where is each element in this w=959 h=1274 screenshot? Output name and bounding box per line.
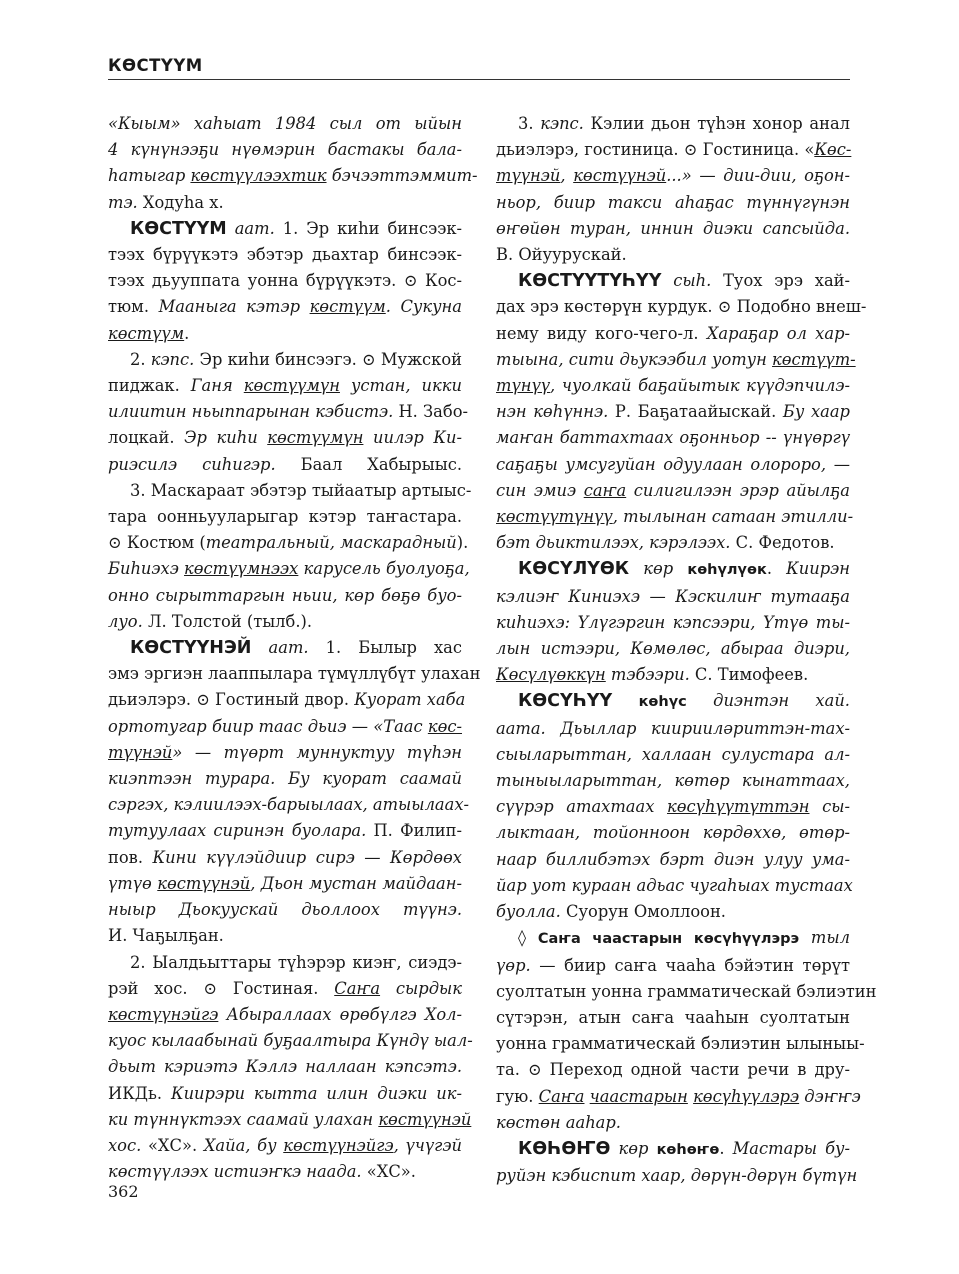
text-line [496, 504, 854, 530]
text-run: Баал Хабырыыс. [275, 454, 463, 474]
text-run: өҥөйөн туран, иннин диэки сапсыйда. [496, 218, 850, 238]
text-run: сы- [809, 797, 850, 817]
text-run: устан, икки [339, 376, 462, 396]
text-run: дьыт кэриэтэ Кэллэ наллаан кэпсэтэ. [108, 1057, 462, 1077]
text-run: Ходуһа х. [137, 192, 224, 212]
text-line [496, 190, 850, 216]
text-run: саҕаҕы умсугуйан одуулаан олороро, — [496, 454, 850, 474]
text-line [496, 1110, 850, 1136]
text-line [108, 792, 470, 818]
text-line [496, 953, 850, 979]
text-run: сыыларыттан, халлаан сулустара ал- [496, 744, 850, 764]
underlined-word: көс- [427, 716, 462, 736]
text-run: С. Федотов. [730, 533, 835, 553]
text-run: П. Филип- [366, 821, 462, 841]
text-run: тээх дьууппата уонна бүрүүкэтэ. ⊙ Кос- [108, 271, 462, 291]
text-run: көһүс [638, 694, 687, 711]
text-line [108, 504, 462, 530]
text-run: С. Тимофеев. [689, 665, 809, 685]
underlined-word: Саҥа [334, 978, 381, 998]
text-line [108, 635, 462, 661]
text-run: тыына, сити дьукээбил уотун [496, 349, 773, 369]
text-line [108, 111, 462, 137]
text-line [108, 1081, 462, 1107]
text-run: Ганя [190, 376, 244, 396]
underlined-word: көстүүнэй [573, 166, 667, 186]
text-line [108, 845, 462, 871]
text-line [496, 111, 850, 137]
text-line [108, 216, 462, 242]
underlined-word: Көс- [814, 140, 852, 160]
text-run: ньор, биир такси аһаҕас түннүгүнэн [496, 192, 850, 212]
text-run: лыктаан, тойонноон көрдөххө, өтөр- [496, 823, 850, 843]
text-run: ...» — дии-дии, оҕон- [666, 166, 850, 186]
text-line [108, 294, 462, 320]
text-run: Киирэн [786, 559, 850, 579]
text-run: көһүлүөк [687, 562, 767, 579]
text-line [108, 740, 462, 766]
text-run: бэт дьиктилээх, кэрэлээх. [496, 533, 731, 553]
text-line [108, 347, 462, 373]
text-run: » — түөрт муннуктуу түһэн [172, 742, 462, 762]
text-run: Суорун Омоллоон. [560, 902, 726, 922]
text-line [108, 609, 462, 635]
text-line [496, 716, 850, 742]
text-line [496, 556, 850, 583]
underlined-word: көстүүм [108, 323, 185, 343]
underlined-word: түнүү [496, 376, 551, 396]
text-run: бэчээттэммит- [326, 166, 478, 186]
text-run: , Дьон мустан майдаан- [250, 873, 462, 893]
text-run: аата. Дьыллар киирииләриттэн-тах- [496, 718, 850, 738]
headword: КӨҺӨҤӨ [518, 1138, 611, 1159]
text-run: Р. Баҕатаайыскай. [608, 402, 783, 422]
text-line [496, 425, 850, 451]
text-run: көстүүлээх истиэҥкэ наада. [108, 1162, 362, 1182]
text-line [496, 1136, 850, 1163]
underlined-word: көстүүтүнүү [496, 507, 613, 527]
text-run: суолтатын уонна грамматическай бэлиэтин [496, 981, 877, 1001]
text-run: наар биллибэтэх бэрт диэн улуу ума- [496, 849, 850, 869]
text-run: тюм. [108, 297, 159, 317]
underlined-word: көстүүмүн [267, 428, 364, 448]
text-line [108, 399, 468, 425]
text-run: куос кылаабынай буҕаалтыра Күндү ыал- [108, 1031, 473, 1051]
text-run: ИКДь. [108, 1083, 171, 1103]
text-line [108, 687, 466, 713]
text-run: эмэ эргиэн лааппылара түмүллүбүт улахан [108, 664, 481, 684]
text-run: маҥан баттахтаах оҕонньор -- үнүөргү [496, 428, 850, 448]
text-line [496, 636, 850, 662]
text-line [496, 899, 850, 925]
text-run: диэнтэн хай. [686, 691, 850, 711]
text-run: 2. Ыалдьыттары түһэрэр киэҥ, сиэдэ- [130, 952, 462, 972]
text-line [108, 373, 462, 399]
text-line [496, 268, 850, 294]
text-run: «Кыым» хаһыат 1984 сыл от ыйын [108, 114, 462, 133]
text-run: 1. Былыр хас [308, 638, 462, 658]
text-line [108, 556, 470, 582]
text-run: 4 күнүнээҕи нүөмэрин бастакы бала- [108, 140, 462, 160]
text-run: дьиэлэрэ. ⊙ Гостиный двор. [108, 690, 355, 710]
text-run: Туох эрэ хай- [711, 271, 851, 291]
text-run: — биир саҥа чааһа бэйэтин төрүт [530, 955, 850, 975]
text-run: ◊ [518, 928, 538, 948]
text-run: кэпс. [150, 349, 195, 369]
text-line [108, 190, 462, 216]
text-run: киһиэхэ: Үлүгэргин кэпсээри, Үтүө ты- [496, 612, 850, 632]
text-run: лоцкай. [108, 428, 185, 448]
text-run: Саҥа чаастарын көсүһүүлэрэ [537, 931, 800, 948]
page-number: 362 [108, 1182, 139, 1201]
text-line [496, 1057, 850, 1083]
text-run: пиджак. [108, 376, 191, 396]
text-line [496, 925, 850, 952]
text-line [496, 847, 850, 873]
text-run: ⊙ Костюм ( [108, 533, 206, 553]
headword: КӨСТҮҮНЭЙ [130, 638, 252, 659]
text-run: көр [610, 1138, 657, 1158]
text-run: Бу хаар [782, 402, 850, 422]
text-line [496, 794, 850, 820]
text-run: . [766, 559, 787, 579]
underlined-word: көсүһүүлэрэ [693, 1086, 800, 1106]
text-line [496, 662, 850, 688]
text-line [108, 1002, 462, 1028]
running-head-title: КӨСТҮҮМ [108, 56, 203, 75]
text-run: көр [629, 559, 688, 579]
text-line [108, 137, 462, 163]
underlined-word: түүнэй [496, 166, 561, 186]
text-run: 3. [518, 114, 541, 133]
text-line [496, 1084, 861, 1110]
text-line [496, 584, 850, 610]
text-run: нему виду кого-чего-л. [496, 323, 707, 343]
text-run: сырдык [380, 978, 463, 998]
text-run: 1. Эр киһи бинсээк- [274, 218, 462, 238]
text-line [108, 478, 472, 504]
text-run: илиитин ньыппарынан кэбистэ. [108, 402, 394, 422]
text-line [496, 1031, 865, 1057]
text-run: тэ. [108, 192, 138, 212]
text-run: Кини күүлэйдиир сирэ — Көрдөөх [152, 847, 462, 867]
text-run: рэй хос. ⊙ Гостиная. [108, 978, 335, 998]
underlined-word: көстүүнэйгэ [283, 1135, 394, 1155]
underlined-word: көстүүнэйгэ [108, 1004, 219, 1024]
text-line [108, 1107, 472, 1133]
underlined-word: чаастарын [589, 1086, 688, 1106]
text-line [496, 820, 850, 846]
text-run: син эмиэ [496, 480, 584, 500]
text-run: тыныыларыттан, көтөр кынаттаах, [496, 771, 850, 791]
headword: КӨСҮЛҮӨК [518, 559, 630, 580]
text-line [496, 478, 850, 504]
text-line [108, 897, 462, 923]
text-run: гую. [496, 1086, 539, 1106]
text-run: көһөҥө [656, 1141, 720, 1158]
text-run: та. ⊙ Переход одной части речи в дру- [496, 1060, 850, 1080]
text-run: В. Ойуурускай. [496, 245, 627, 265]
underlined-word: көстүүнэй [378, 1109, 472, 1129]
text-run: 3. Маскараат эбэтэр тыйаатыр артыыс- [130, 480, 472, 500]
text-run: Хайа, бу [203, 1135, 284, 1155]
text-line [108, 530, 469, 556]
text-line [108, 976, 462, 1002]
text-run: Куорат хаба [354, 690, 466, 710]
underlined-word: түүнэй [108, 742, 173, 762]
text-line [108, 268, 462, 294]
text-line [108, 452, 462, 478]
text-line [108, 871, 462, 897]
text-line [108, 1054, 462, 1080]
text-run: аат. [226, 218, 275, 238]
text-run: «ХС». [141, 1135, 204, 1155]
left-column [108, 111, 481, 1185]
text-line [496, 979, 877, 1005]
text-run: уонна грамматическай бэлиэтин ылыныы- [496, 1034, 865, 1054]
underlined-word: Көсүлүөккүн [496, 665, 606, 685]
text-line [108, 1133, 462, 1159]
text-line [496, 216, 850, 242]
text-line [496, 321, 850, 347]
text-line [496, 1005, 850, 1031]
text-run: Кэлии дьон түһэн хонор анал [583, 114, 850, 133]
text-run: Киирэри кытта илин диэки ик- [170, 1083, 462, 1103]
text-line [496, 242, 850, 268]
text-run: ортотугар биир таас дьиэ — «Таас [108, 716, 428, 736]
running-head [108, 56, 850, 75]
text-run: Абыраллаах өрөбүлгэ Хол- [218, 1004, 462, 1024]
text-run: , тылынан сатаан этилли- [612, 507, 854, 527]
text-line [108, 661, 481, 687]
text-line [108, 242, 462, 268]
text-run: көстөн ааһар. [496, 1112, 621, 1132]
headword: КӨСТҮҮТҮҺҮҮ [518, 271, 662, 292]
underlined-word: көстүүнэй [157, 873, 251, 893]
text-run: йар уот кураан адьас чугаһыах тустаах [496, 875, 853, 895]
text-run: аат. [251, 638, 309, 658]
right-column [496, 111, 877, 1189]
text-run: сүүрэр атахтаах [496, 797, 668, 817]
text-run: Хараҕар ол хар- [706, 323, 850, 343]
text-run: сүтэрэн, атын саҥа чааһын суолтатын [496, 1007, 850, 1027]
text-line [496, 452, 850, 478]
text-run: тэбээри. [605, 665, 690, 685]
text-run: буолла. [496, 902, 561, 922]
text-run: Биһиэхэ [108, 559, 185, 579]
text-run: . [719, 1138, 733, 1158]
underlined-word: көсүһүүтүттэн [667, 797, 810, 817]
text-run: руйэн кэбиспит хаар, дөрүн-дөрүн бүтүн [496, 1166, 858, 1186]
text-run: сыһ. [661, 271, 712, 291]
text-run [612, 691, 638, 710]
text-run: пов. [108, 847, 153, 867]
text-run: И. Чаҕылҕан. [108, 926, 224, 946]
text-run: 2. [130, 349, 151, 369]
text-run: ныыр Дьокуускай дьоллоох түүнэ. [108, 900, 462, 920]
text-line [496, 530, 850, 556]
text-run: ки түннүктээх саамай улахан [108, 1109, 379, 1129]
text-run: кэлиэҥ Киниэхэ — Кэскилиҥ тутааҕа [496, 586, 850, 606]
text-run: тара оонньууларыгар кэтэр таҥастара. [108, 507, 462, 527]
text-run: ). [456, 533, 469, 553]
text-run: үөр. [496, 955, 531, 975]
text-run: , [560, 166, 574, 186]
text-line [496, 688, 850, 715]
underlined-word: көстүүмүн [243, 376, 340, 396]
text-run: үтүө [108, 873, 158, 893]
text-run: сэргэх, кэлиилээх-барыылаах, атыылаах- [108, 795, 470, 815]
headword: КӨСҮҺҮҮ [518, 691, 613, 712]
text-run: . [184, 323, 190, 343]
text-run: «ХС». [361, 1162, 416, 1182]
underlined-word: көстүүм [309, 297, 386, 317]
text-run: кэпс. [540, 114, 584, 133]
headword: КӨСТҮҮМ [130, 218, 227, 239]
text-run: , чуолкай баҕайытык күүдэпчилэ- [550, 376, 850, 396]
text-line [108, 950, 462, 976]
text-run: тутуулаах сиринэн буолара. [108, 821, 367, 841]
text-run: хос. [108, 1135, 142, 1155]
underlined-word: саҥа [583, 480, 627, 500]
text-run: . Сукуна [385, 297, 462, 317]
text-line [496, 873, 853, 899]
text-run: онно сырыттаргын ньии, көр бөҕө буо- [108, 585, 462, 605]
text-run: нэн көһүннэ. [496, 402, 609, 422]
text-line [108, 1028, 473, 1054]
text-line [108, 321, 462, 347]
text-run: Мастары бу- [732, 1138, 850, 1158]
text-line [496, 373, 850, 399]
text-line [496, 347, 856, 373]
text-line [496, 294, 867, 320]
text-run: Эр киһи [184, 428, 268, 448]
text-line [108, 714, 462, 740]
text-run: , үчүгэй [393, 1135, 463, 1155]
text-run: лын истээри, Көмөлөс, абыраа диэри, [496, 639, 850, 659]
text-run: тээх бүрүүкэтэ эбэтэр дьахтар бинсээк- [108, 245, 462, 265]
text-run: дьиэлэрэ, гостиница. ⊙ Гостиница. « [496, 140, 815, 160]
text-run: силигилээн эрэр айылҕа [626, 480, 851, 500]
text-run: Н. Забо- [393, 402, 468, 422]
text-line [496, 137, 850, 163]
underlined-word: көстүүлээхтик [190, 166, 327, 186]
underlined-word: көстүүт- [772, 349, 856, 369]
text-run: луо. [108, 611, 143, 631]
text-line [496, 163, 850, 189]
text-line [108, 163, 478, 189]
text-run: иилэр Ки- [363, 428, 462, 448]
underlined-word: көстүүмнээх [184, 559, 299, 579]
text-line [496, 610, 850, 636]
text-line [496, 768, 850, 794]
text-line [108, 1159, 462, 1185]
text-run: карусель буолуоҕа, [298, 559, 470, 579]
text-line [108, 583, 462, 609]
text-line [108, 766, 462, 792]
text-run: риэсилэ сиһигэр. [108, 454, 276, 474]
text-line [108, 425, 462, 451]
text-line [496, 742, 850, 768]
underlined-word: Саҥа [538, 1086, 585, 1106]
text-line [496, 1163, 858, 1189]
text-run: театральный, маскарадный [205, 533, 457, 553]
text-run: дах эрэ көстөрүн курдук. ⊙ Подобно внеш- [496, 297, 867, 317]
text-run: тыл [799, 928, 850, 948]
text-run: киэптээн турара. Бу куорат саамай [108, 769, 462, 789]
text-run: Эр киһи бинсээгэ. ⊙ Мужской [194, 349, 462, 369]
text-run: Л. Толстой (тылб.). [142, 611, 313, 631]
text-run: дэҥҥэ [799, 1086, 861, 1106]
text-line [108, 923, 462, 949]
text-line [108, 818, 462, 844]
text-run: һатыгар [108, 166, 191, 186]
header-rule [108, 79, 850, 80]
text-line [496, 399, 850, 425]
text-run: Мааныга кэтэр [158, 297, 310, 317]
